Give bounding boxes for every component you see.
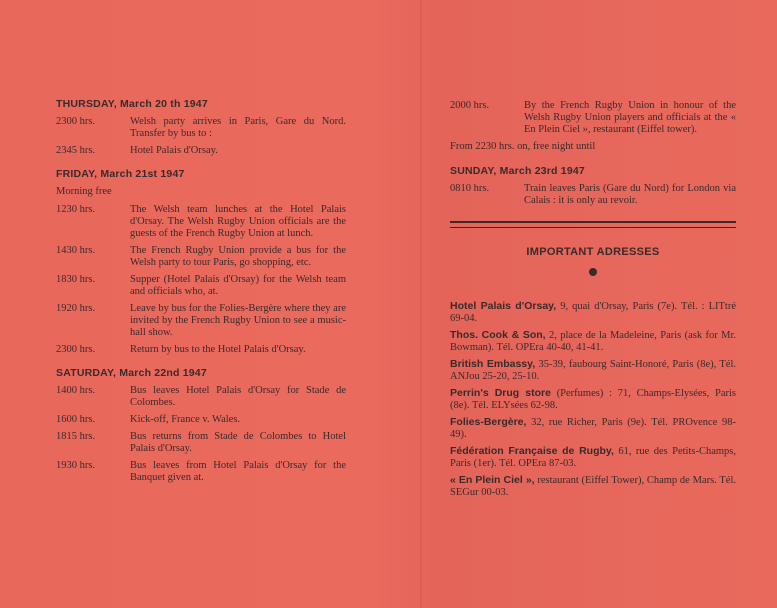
address-detail: 61, rue des Petits-Champs, Paris (1er). Tél. OPEra 87-03. [450,446,736,469]
entry-text: Hotel Palais d'Orsay. [130,145,218,156]
bullet-ornament [589,268,597,276]
schedule-entry [56,303,346,339]
schedule-entry [56,274,346,298]
entry-time: 0810 hrs. [450,183,490,194]
entry-time: 1930 hrs. [56,460,96,471]
address-entry [450,387,736,412]
entry-time: 2300 hrs. [56,344,96,355]
entry-time: 1400 hrs. [56,385,96,396]
friday-heading: FRIDAY, March 21st 1947 [56,168,185,180]
address-name: Perrin's Drug store [450,387,551,399]
schedule-entry [56,344,346,356]
entry-text: By the French Rugby Union in honour of the Welsh Rugby Union players and officials at the « En Plein Ciel », restaurant (Eiffel tower). [524,100,736,135]
address-entry [450,358,736,383]
schedule-entry [56,414,346,426]
divider-rule [450,221,736,228]
entry-time: 1830 hrs. [56,274,96,285]
entry-time: 2345 hrs. [56,145,96,156]
entry-text: Leave by bus for the Folies-Bergère where they are invited by the French Rugby Union to see a music-hall show. [130,303,346,338]
schedule-entry [56,145,346,157]
address-name: « En Plein Ciel », [450,474,535,486]
entry-time: 1815 hrs. [56,431,96,442]
schedule-entry [56,116,346,140]
entry-time: 1430 hrs. [56,245,96,256]
entry-time: 1230 hrs. [56,204,96,215]
entry-text: The Welsh team lunches at the Hotel Palais d'Orsay. The Welsh Rugby Union officials are the guests of the French Rugby Union at lunch. [130,204,346,239]
address-name: Folies-Bergère, [450,416,527,428]
entry-text: Bus returns from Stade de Colombes to Hotel Palais d'Orsay. [130,431,346,454]
schedule-entry [450,100,736,136]
address-entry [450,474,736,499]
address-entry [450,445,736,470]
sunday-heading: SUNDAY, March 23rd 1947 [450,165,585,177]
address-detail: 9, quai d'Orsay, Paris (7e). Tél. : LITtré 69-04. [450,301,737,324]
schedule-entry [56,431,346,455]
entry-time: 2000 hrs. [450,100,490,111]
page-fold [420,0,422,608]
entry-time: 1920 hrs. [56,303,96,314]
thursday-heading: THURSDAY, March 20 th 1947 [56,98,208,110]
entry-text: Supper (Hotel Palais d'Orsay) for the Welsh team and officials who, at. [130,274,346,297]
address-name: Hotel Palais d'Orsay, [450,300,557,312]
schedule-entry [56,385,346,409]
schedule-entry [56,245,346,269]
entry-time: 1600 hrs. [56,414,96,425]
address-name: Thos. Cook & Son, [450,329,546,341]
address-name: British Embassy, [450,358,536,370]
address-detail: (Perfumes) : 71, Champs-Elysées, Paris (8e). Tél. ELYsées 62-98. [450,388,736,411]
address-entry [450,416,736,441]
entry-text: Bus leaves from Hotel Palais d'Orsay for the Banquet given at. [130,460,346,483]
schedule-entry [56,204,346,240]
saturday-heading: SATURDAY, March 22nd 1947 [56,367,207,379]
right-column [450,100,736,503]
schedule-entry [56,460,346,484]
left-column [56,98,346,489]
free-night-note: From 2230 hrs. on, free night until [450,141,596,152]
entry-text: Train leaves Paris (Gare du Nord) for London via Calais : it is only au revoir. [524,183,736,206]
schedule-entry [450,183,736,207]
address-detail: 35-39, faubourg Saint-Honoré, Paris (8e), Tél. ANJou 25-20, 25-10. [450,359,737,382]
morning-free-note: Morning free [56,186,112,197]
entry-text: The French Rugby Union provide a bus for the Welsh party to tour Paris, go shopping, etc. [130,245,346,268]
addresses-heading: IMPORTANT ADRESSES [526,246,660,258]
address-name: Fédération Française de Rugby, [450,445,614,457]
address-detail: restaurant (Eiffel Tower), Champ de Mars. Tél. SEGur 00-03. [450,475,736,498]
address-detail: 32, rue Richer, Paris (9e). Tél. PROvence 98-49). [450,417,736,440]
address-detail: 2, place de la Madeleine, Paris (ask for Mr. Bowman). Tél. OPEra 40-40, 41-41. [450,330,736,353]
entry-text: Bus leaves Hotel Palais d'Orsay for Stade de Colombes. [130,385,346,408]
address-entry [450,329,736,354]
entry-text: Welsh party arrives in Paris, Gare du Nord. Transfer by bus to : [130,116,346,139]
entry-time: 2300 hrs. [56,116,96,127]
entry-text: Kick-off, France v. Wales. [130,414,241,425]
address-entry [450,300,736,325]
entry-text: Return by bus to the Hotel Palais d'Orsay. [130,344,306,355]
